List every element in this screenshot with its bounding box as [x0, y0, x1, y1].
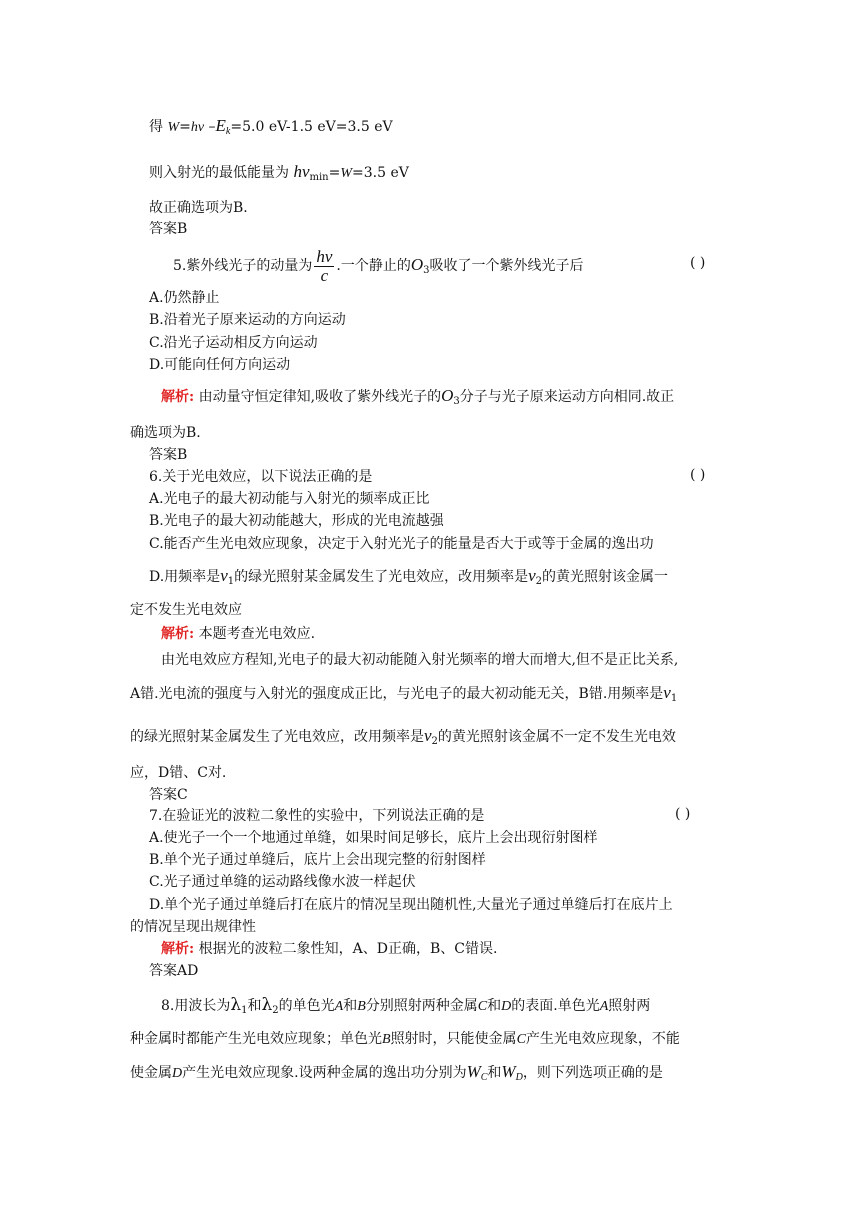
question-7-option-d: D.单个光子通过单缝后打在底片的情况呈现出随机性,大量光子通过单缝后打在底片上	[149, 897, 673, 913]
question-6-option-a: A.光电子的最大初动能与入射光的频率成正比	[149, 491, 430, 507]
question-7-answer-blank: ( )	[675, 806, 691, 822]
question-6-analysis: 解析: 本题考查光电效应.	[161, 626, 316, 642]
answer-line: 答案B	[149, 221, 188, 237]
question-7-option-d-cont: 的情况呈现出规律性	[130, 919, 256, 935]
question-6-option-b: B.光电子的最大初动能越大，形成的光电流越强	[149, 513, 444, 529]
analysis-label: 解析:	[161, 626, 195, 642]
question-5-option-b: B.沿着光子原来运动的方向运动	[149, 312, 346, 328]
question-7-option-c: C.光子通过单缝的运动路线像水波一样起伏	[149, 874, 416, 890]
question-7-stem: 7.在验证光的波粒二象性的实验中，下列说法正确的是	[149, 808, 485, 824]
question-7-analysis: 解析: 根据光的波粒二象性知，A、D正确，B、C错误.	[161, 941, 498, 957]
analysis-label: 解析:	[161, 389, 195, 405]
question-5-option-a: A.仍然静止	[149, 290, 220, 306]
question-5-option-c: C.沿光子运动相反方向运动	[149, 335, 318, 351]
question-8-line-3: 使金属D产生光电效应现象.设两种金属的逸出功分别为$W_C$和$W_D$，则下列选项正确的是	[130, 1062, 663, 1083]
question-5-analysis: 解析: 由动量守恒定律知,吸收了紫外线光子的$O_3$分子与光子原来运动方向相同.故正	[161, 386, 675, 407]
question-5-answer-blank: ( )	[690, 255, 706, 271]
question-6-analysis-2: 由光电效应方程知,光电子的最大初动能随入射光频率的增大而增大,但不是正比关系,	[161, 652, 679, 668]
question-5-option-d: D.可能向任何方向运动	[149, 357, 291, 373]
analysis-label: 解析:	[161, 941, 195, 957]
conclusion-line: 故正确选项为B.	[149, 200, 248, 216]
question-6-answer: 答案C	[149, 787, 188, 803]
question-6-option-d-cont: 定不发生光电效应	[130, 602, 242, 618]
question-6-option-c: C.能否产生光电效应现象，决定于入射光光子的能量是否大于或等于金属的逸出功	[149, 536, 654, 552]
question-5-answer: 答案B	[149, 447, 188, 463]
question-6-analysis-4: 的绿光照射某金属发生了光电效应，改用频率是$v_2$的黄光照射该金属不一定不发生光电效	[130, 726, 676, 747]
question-5-analysis-cont: 确选项为B.	[130, 425, 201, 441]
question-6-analysis-3: A错.光电流的强度与入射光的强度成正比，与光电子的最大初动能无关，B错.用频率是$v_1$	[130, 683, 678, 704]
question-7-option-b: B.单个光子通过单缝后，底片上会出现完整的衍射图样	[149, 852, 486, 868]
question-7-answer: 答案AD	[149, 963, 199, 979]
question-7-option-a: A.使光子一个一个地通过单缝，如果时间足够长，底片上会出现衍射图样	[149, 830, 598, 846]
question-8-line-1: 8.用波长为$\lambda_1$和$\lambda_2$的单色光A和B分别照射两种金属C和D的表面.单色光A照射两	[161, 995, 651, 1016]
question-8-line-2: 种金属时都能产生光电效应现象；单色光B照射时，只能使金属C产生光电效应现象，不能	[130, 1031, 680, 1047]
question-6-option-d: D.用频率是$v_1$的绿光照射某金属发生了光电效应，改用频率是$v_2$的黄光照射该金属一	[149, 566, 669, 587]
min-energy-line: 则入射光的最低能量为 $h\nu_{min}=W=3.5$ eV	[149, 162, 409, 183]
question-6-analysis-5: 应，D错、C对.	[130, 765, 227, 781]
question-5-stem: 5.紫外线光子的动量为 $\frac{h\nu}{c}$ .一个静止的$O_3$吸收了一个紫外线光子后	[173, 246, 584, 285]
momentum-fraction: $\frac{h\nu}{c}$	[316, 246, 333, 285]
question-6-stem: 6.关于光电效应，以下说法正确的是	[149, 469, 373, 485]
work-function-line: 得 W=hν $-E_k=5.0$ eV-1.5 eV=3.5 eV	[149, 116, 393, 137]
question-6-answer-blank: ( )	[690, 467, 706, 483]
